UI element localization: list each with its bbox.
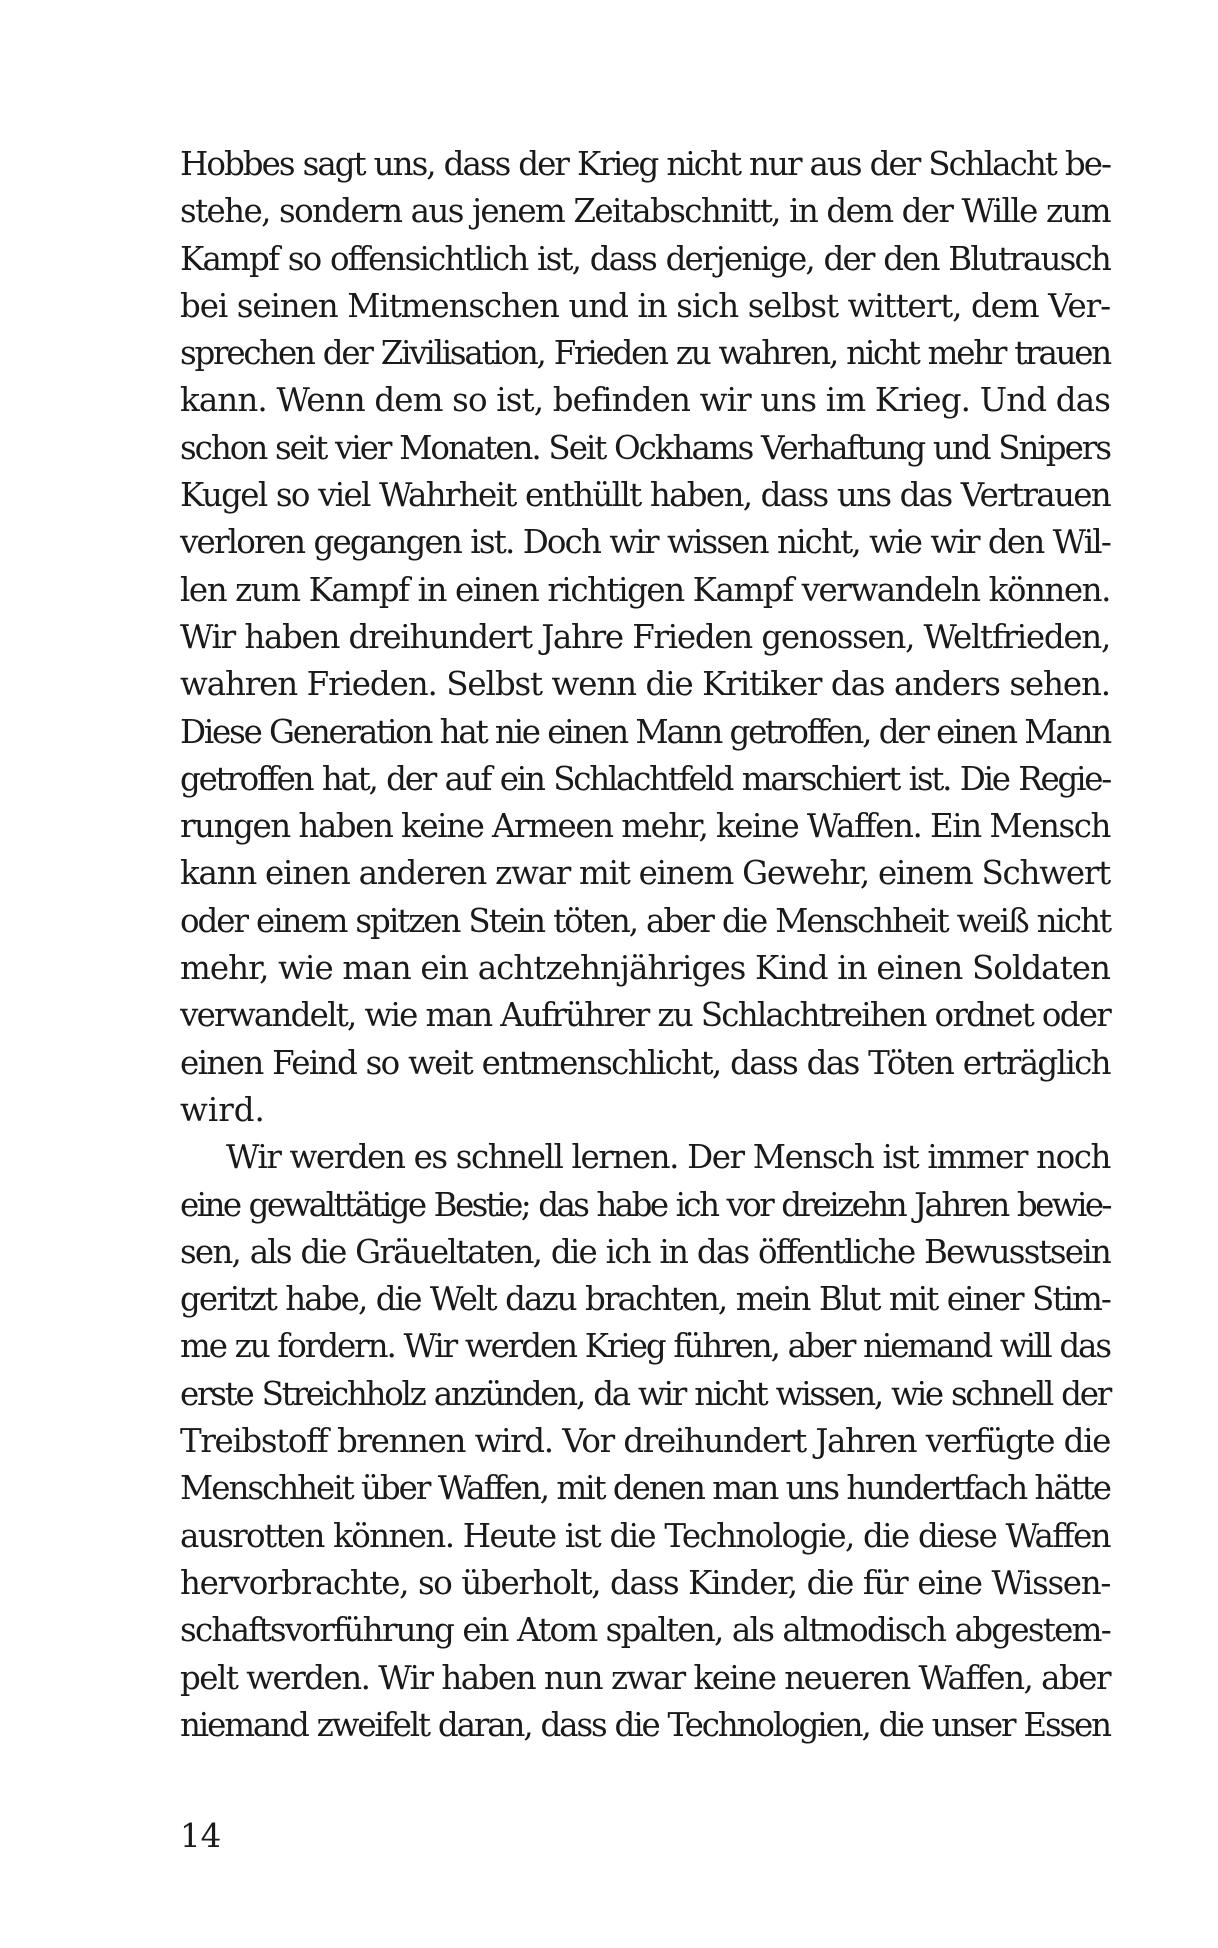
text-line: schaftsvorführung ein Atom spalten, als altmodisch abgestem- xyxy=(180,1611,1110,1650)
text-line: getroffen hat, der auf ein Schlachtfeld marschiert ist. Die Regie- xyxy=(180,759,1110,798)
text-line: rungen haben keine Armeen mehr, keine Waffen. Ein Mensch xyxy=(180,807,1110,846)
text-line: einen Feind so weit entmenschlicht, dass das Töten erträglich xyxy=(180,1043,1110,1082)
text-line: pelt werden. Wir haben nun zwar keine neueren Waffen, aber xyxy=(180,1658,1110,1697)
text-line: wird. xyxy=(180,1090,265,1129)
body-text xyxy=(180,141,1110,1749)
text-line: schon seit vier Monaten. Seit Ockhams Verhaftung und Snipers xyxy=(180,428,1110,467)
text-line: kann. Wenn dem so ist, befinden wir uns im Krieg. Und das xyxy=(180,381,1110,420)
text-line: Diese Generation hat nie einen Mann getroffen, der einen Mann xyxy=(180,712,1110,751)
text-line: Kampf so offensichtlich ist, dass derjenige, der den Blutrausch xyxy=(180,239,1110,278)
page-number: 14 xyxy=(180,1817,222,1855)
text-line: sen, als die Gräueltaten, die ich in das öffentliche Bewusstsein xyxy=(180,1232,1110,1271)
text-line: bei seinen Mitmenschen und in sich selbst wittert, dem Ver- xyxy=(180,286,1110,325)
text-line: hervorbrachte, so überholt, dass Kinder, die für eine Wissen- xyxy=(180,1563,1110,1602)
text-line: Hobbes sagt uns, dass der Krieg nicht nur aus der Schlacht be- xyxy=(180,145,1110,183)
text-line: geritzt habe, die Welt dazu brachten, mein Blut mit einer Stim- xyxy=(180,1280,1110,1319)
text-line: len zum Kampf in einen richtigen Kampf verwandeln können. xyxy=(180,570,1110,609)
text-line: wahren Frieden. Selbst wenn die Kritiker das anders sehen. xyxy=(180,665,1110,704)
text-line: sprechen der Zivilisation, Frieden zu wahren, nicht mehr trauen xyxy=(180,334,1110,373)
text-line: verloren gegangen ist. Doch wir wissen nicht, wie wir den Wil- xyxy=(180,523,1110,562)
text-line: Wir haben dreihundert Jahre Frieden genossen, Weltfrieden, xyxy=(180,617,1110,656)
text-line: niemand zweifelt daran, dass die Technologien, die unser Essen xyxy=(180,1705,1110,1744)
text-line: erste Streichholz anzünden, da wir nicht wissen, wie schnell der xyxy=(180,1374,1110,1413)
text-line: verwandelt, wie man Aufrührer zu Schlachtreihen ordnet oder xyxy=(180,996,1110,1035)
text-line: mehr, wie man ein achtzehnjähriges Kind in einen Soldaten xyxy=(180,949,1110,988)
text-line: stehe, sondern aus jenem Zeitabschnitt, in dem der Wille zum xyxy=(180,192,1110,231)
text-line: me zu fordern. Wir werden Krieg führen, aber niemand will das xyxy=(180,1327,1110,1366)
text-line: kann einen anderen zwar mit einem Gewehr, einem Schwert xyxy=(180,854,1110,893)
text-line: ausrotten können. Heute ist die Technologie, die diese Waffen xyxy=(180,1516,1110,1555)
text-line: Treibstoff brennen wird. Vor dreihundert Jahren verfügte die xyxy=(180,1422,1110,1461)
text-line: Wir werden es schnell lernen. Der Mensch ist immer noch xyxy=(226,1138,1110,1177)
text-line: oder einem spitzen Stein töten, aber die Menschheit weiß nicht xyxy=(180,901,1110,940)
text-line: eine gewalttätige Bestie; das habe ich vor dreizehn Jahren bewie- xyxy=(180,1185,1110,1224)
text-line: Menschheit über Waffen, mit denen man uns hundertfach hätte xyxy=(180,1469,1110,1508)
text-line: Kugel so viel Wahrheit enthüllt haben, dass uns das Vertrauen xyxy=(180,476,1110,515)
